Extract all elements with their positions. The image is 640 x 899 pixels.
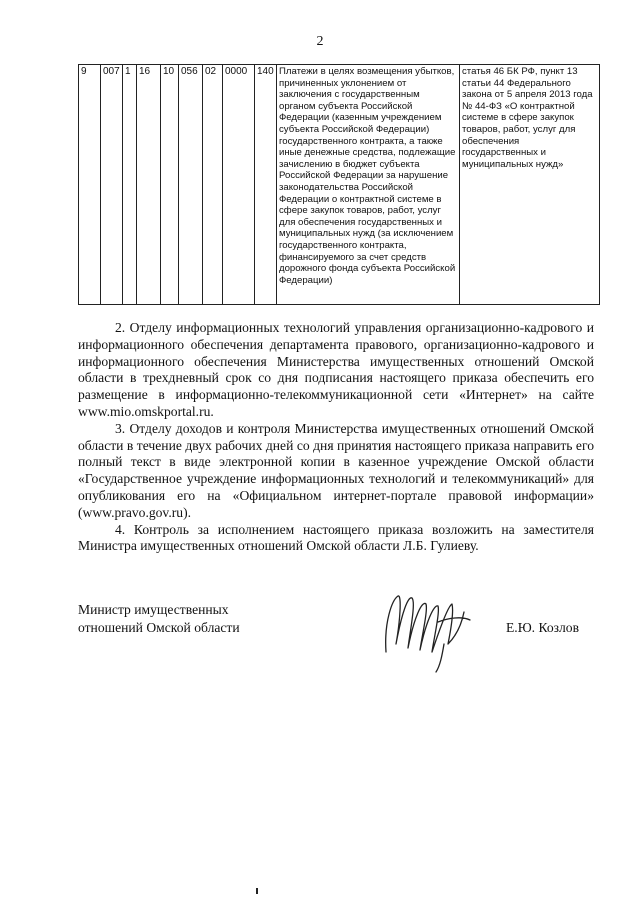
code-cell: 1: [123, 65, 137, 305]
code-cell: 140: [255, 65, 277, 305]
document-body: [78, 320, 594, 555]
paragraph: 3. Отделу доходов и контроля Министерства имущественных отношений Омской области в течение двух рабочих дней со дня принятия настоящего приказа направить его полный текст в виде электронной копии в казенное учреждение Омской области «Государственное учреждение информационных технологий и телекоммуникаций» для опубликования его на «Официальном интернет-портале правовой информации» (www.pravo.gov.ru).: [78, 420, 594, 520]
signatory-title-line: Министр имущественных: [78, 602, 229, 617]
description-cell: Платежи в целях возмещения убытков, причиненных уклонением от заключения с государственным органом субъекта Российской Федерации (казенным учреждением субъекта Российской Федерации) государственного контракта, а также иные денежные средства, подлежащие зачислению в бюджет субъекта Российской Федерации за нарушение законодательства Российской Федерации о контрактной системе в сфере закупок товаров, работ, услуг для обеспечения государственных и муниципальных нужд (за исключением государственного контракта, финансируемого за счет средств дорожного фонда субъекта Российской Федерации): [277, 65, 460, 305]
code-cell: 10: [161, 65, 179, 305]
legal-basis-cell: статья 46 БК РФ, пункт 13 статьи 44 Федерального закона от 5 апреля 2013 года № 44-ФЗ «О контрактной системе в сфере закупок товаров, работ, услуг для обеспечения государственных и муниципальных нужд»: [460, 65, 600, 305]
row-number-cell: 9: [79, 65, 101, 305]
code-cell: 0000: [223, 65, 255, 305]
code-cell: 02: [203, 65, 223, 305]
code-cell: 007: [101, 65, 123, 305]
budget-code-table: [78, 64, 600, 305]
signatory-title: [78, 601, 240, 637]
paragraph: 2. Отделу информационных технологий управления организационно-кадрового и информационного обеспечения департамента правового, организационно-кадрового и информационного обеспечения Министерства имущественных отношений Омской области в трехдневный срок со дня подписания настоящего приказа обеспечить его размещение в информационно-телекоммуникационной сети «Интернет» на сайте www.mio.omskportal.ru.: [78, 320, 594, 419]
page-mark: [256, 888, 258, 894]
paragraph: 4. Контроль за исполнением настоящего приказа возложить на заместителя Министра имущественных отношений Омской области Л.Б. Гулиеву.: [78, 521, 594, 554]
signatory-name: Е.Ю. Козлов: [506, 620, 580, 635]
handwritten-signature: [378, 582, 474, 674]
signatory-title-line: отношений Омской области: [78, 620, 240, 635]
table-row: [79, 65, 600, 305]
page-number: 2: [316, 34, 324, 49]
code-cell: 16: [137, 65, 161, 305]
code-cell: 056: [179, 65, 203, 305]
